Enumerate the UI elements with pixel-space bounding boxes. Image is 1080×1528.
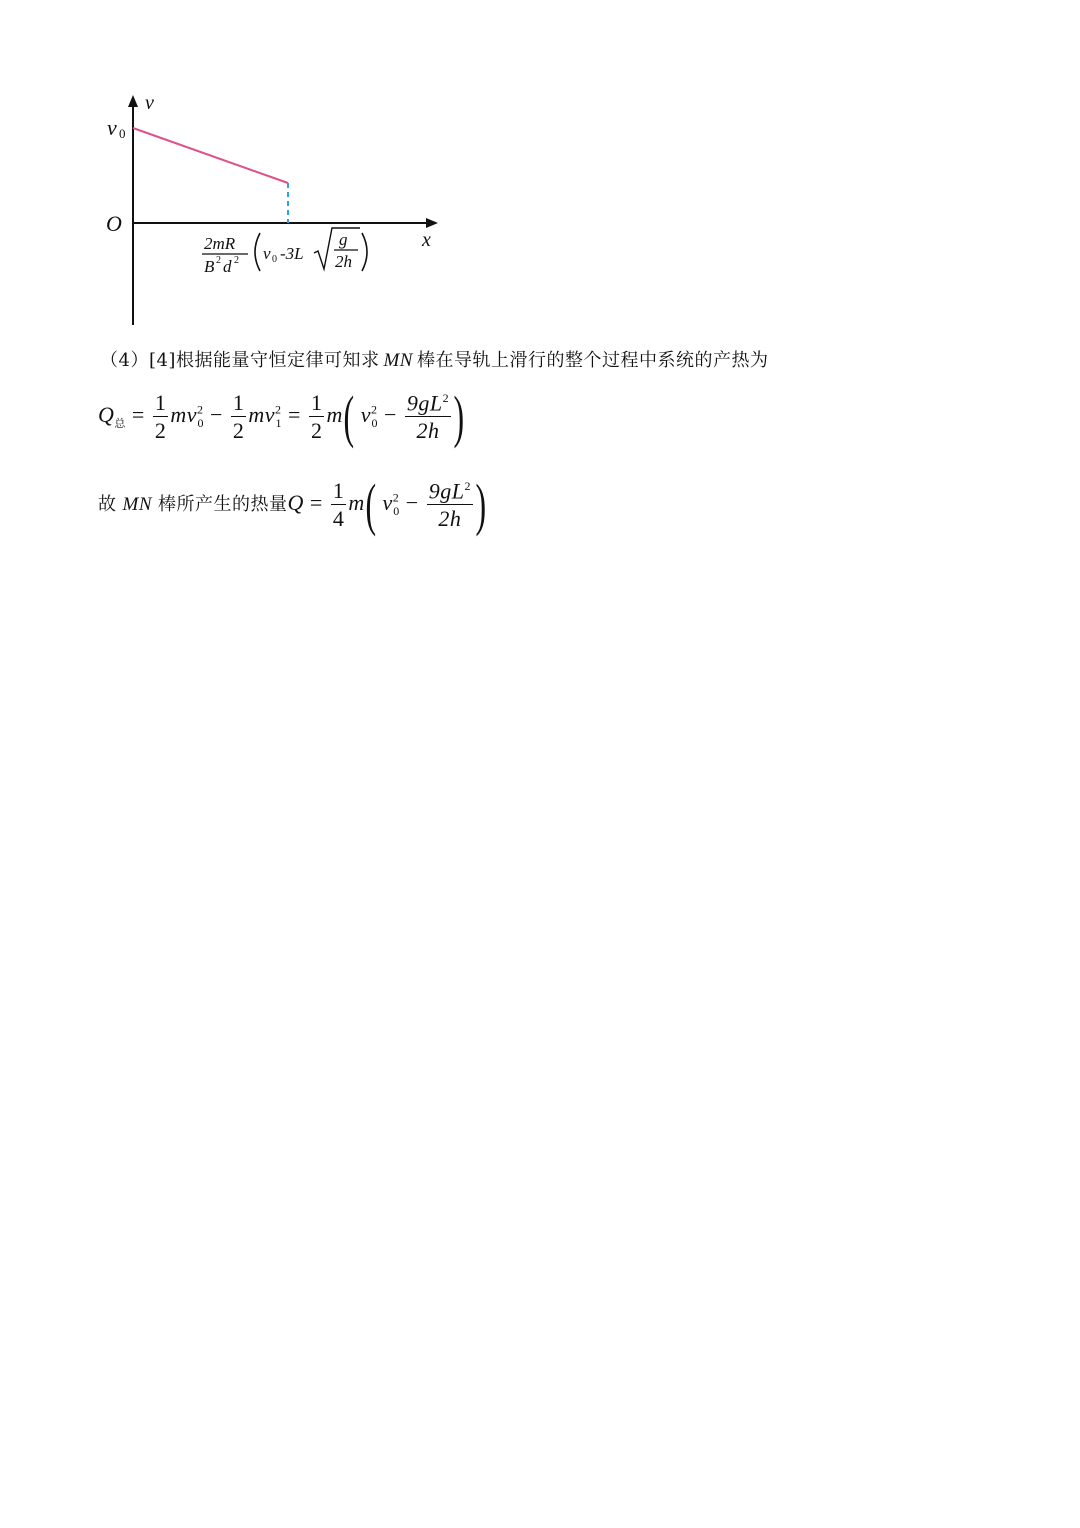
minus-sign: − bbox=[383, 402, 397, 428]
fraction-quarter: $\frac{1}{4}$ bbox=[332, 478, 345, 531]
minus-sign: − bbox=[209, 402, 223, 428]
y-axis-label: v bbox=[145, 92, 154, 114]
m-symbol: m bbox=[348, 490, 365, 516]
v0-symbol: v bbox=[382, 490, 393, 516]
step4-mn: MN bbox=[383, 350, 413, 371]
mn-heat-equation: 故 MN 棒所产生的热量Q = $\frac{1}{4}$ m( $v^2_0$ − $\frac{9gL^2}{2h}$ ) bbox=[98, 472, 487, 537]
svg-text:v: v bbox=[263, 244, 271, 263]
svg-text:B: B bbox=[204, 257, 215, 276]
q-symbol: Q bbox=[98, 402, 115, 428]
mv1-term: mv bbox=[248, 402, 276, 428]
equals-sign: = bbox=[288, 402, 301, 428]
q-symbol: Q bbox=[287, 490, 304, 516]
svg-text:2: 2 bbox=[234, 255, 239, 266]
origin-label: O bbox=[106, 211, 122, 236]
svg-text:d: d bbox=[223, 257, 232, 276]
q-subscript: 总 bbox=[114, 417, 126, 431]
v0-subscript: 0 bbox=[119, 126, 126, 141]
step4-text bbox=[100, 346, 768, 372]
x-endpoint-label bbox=[202, 228, 367, 276]
svg-text:g: g bbox=[339, 230, 348, 249]
minus-sign: − bbox=[405, 490, 419, 516]
mn-heat-text: 棒所产生的热量 bbox=[158, 494, 288, 516]
step4-rest: 棒在导轨上滑行的整个过程中系统的产热为 bbox=[416, 350, 769, 371]
v0-label: v bbox=[107, 115, 117, 140]
velocity-displacement-graph bbox=[90, 85, 450, 330]
svg-text:2: 2 bbox=[216, 255, 221, 266]
mn-symbol: MN bbox=[122, 494, 152, 516]
v0-symbol: v bbox=[360, 402, 371, 428]
equals-sign: = bbox=[309, 490, 323, 516]
fraction-9gl2-2h: $\frac{9gL^2}{2h}$ bbox=[428, 478, 471, 532]
step4-label: （4）[4]根据能量守恒定律可知求 bbox=[100, 350, 380, 371]
total-heat-equation: $Q_总$ = $\frac{1}{2}$ $mv^2_0$ − $\frac{1}{2}$ $mv^2_1$ = $\frac{1}{2}$ m( $v^2_0$ − $\frac{9gL^2}{2h}$ ) bbox=[98, 384, 465, 449]
x-axis-label: x bbox=[422, 229, 431, 251]
fraction-half: $\frac{1}{2}$ bbox=[154, 390, 167, 443]
fraction-half: $\frac{1}{2}$ bbox=[310, 390, 323, 443]
equals-sign: = bbox=[131, 402, 145, 428]
prefix-text: 故 bbox=[98, 494, 117, 516]
x-axis-arrow bbox=[426, 218, 438, 228]
svg-text:2mR: 2mR bbox=[204, 234, 236, 253]
velocity-line bbox=[133, 128, 288, 183]
m-symbol: m bbox=[326, 402, 343, 428]
fraction-half: $\frac{1}{2}$ bbox=[232, 390, 245, 443]
fraction-9gl2-2h: $\frac{9gL^2}{2h}$ bbox=[406, 390, 450, 444]
mv0-term: mv bbox=[170, 402, 197, 428]
svg-text:-3L: -3L bbox=[280, 244, 304, 263]
svg-text:0: 0 bbox=[272, 254, 277, 265]
svg-text:2h: 2h bbox=[335, 252, 352, 271]
y-axis-arrow bbox=[128, 95, 138, 107]
